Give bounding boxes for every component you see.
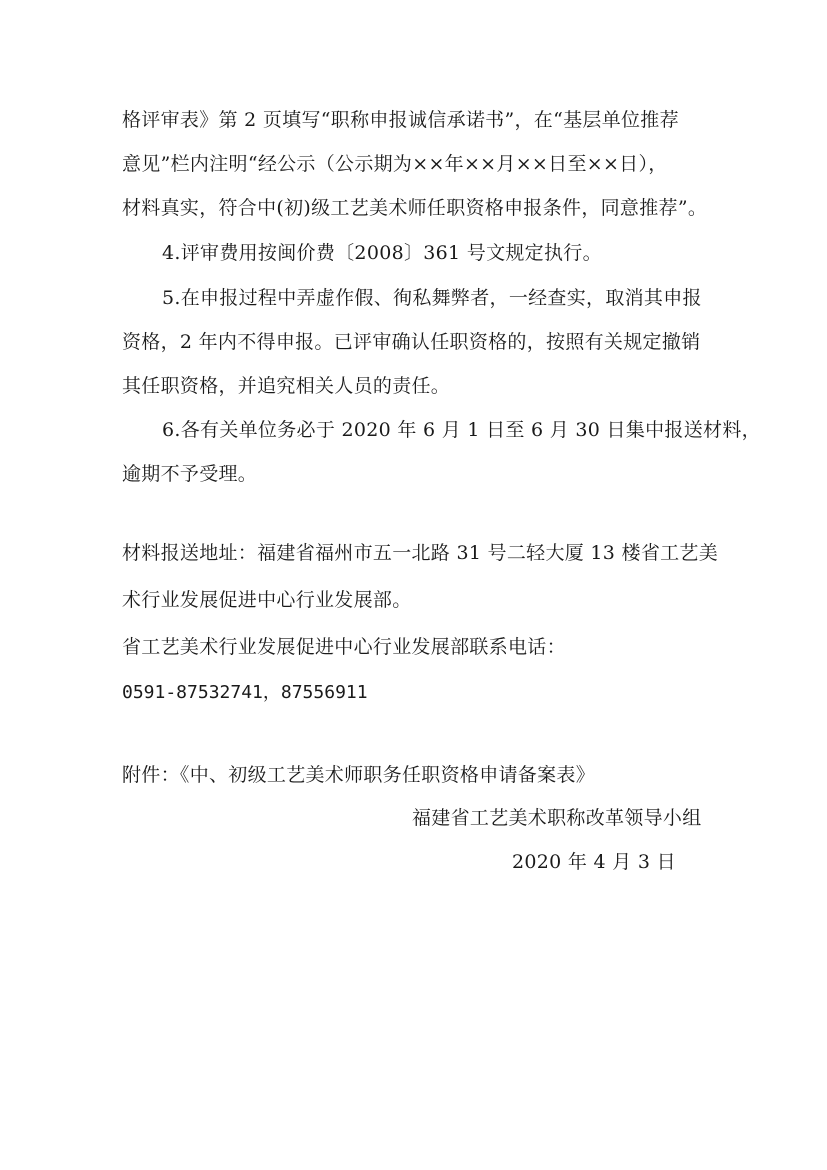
body-text-line: 逾期不予受理。 [122,463,258,485]
address-line: 术行业发展促进中心行业发展部。 [122,589,412,611]
phone-numbers: 0591-87532741，87556911 [122,682,368,703]
signature-date: 2020 年 4 月 3 日 [512,851,676,873]
attachment-line: 附件：《中、初级工艺美术师职务任职资格申请备案表》 [122,764,596,786]
signature-organization: 福建省工艺美术职称改革领导小组 [412,807,702,829]
body-text-line: 材料真实，符合中(初)级工艺美术师任职资格申报条件，同意推荐”。 [122,197,708,219]
address-line: 材料报送地址：福建省福州市五一北路 31 号二轻大厦 13 楼省工艺美 [122,542,719,564]
body-text-line: 其任职资格，并追究相关人员的责任。 [122,375,451,397]
item-4-text: 4.评审费用按闽价费〔2008〕361 号文规定执行。 [162,242,602,264]
item-5-text: 5.在申报过程中弄虚作假、徇私舞弊者，一经查实，取消其申报 [162,287,702,309]
body-text-line: 资格，2 年内不得申报。已评审确认任职资格的，按照有关规定撤销 [122,331,701,353]
body-text-line: 意见”栏内注明“经公示（公示期为××年××月××日至××日）， [122,153,668,175]
phone-label: 省工艺美术行业发展促进中心行业发展部联系电话： [122,636,566,658]
body-text-line: 格评审表》第 2 页填写“职称申报诚信承诺书”，在“基层单位推荐 [122,109,679,131]
item-6-text: 6.各有关单位务必于 2020 年 6 月 1 日至 6 月 30 日集中报送材料， [162,419,761,441]
